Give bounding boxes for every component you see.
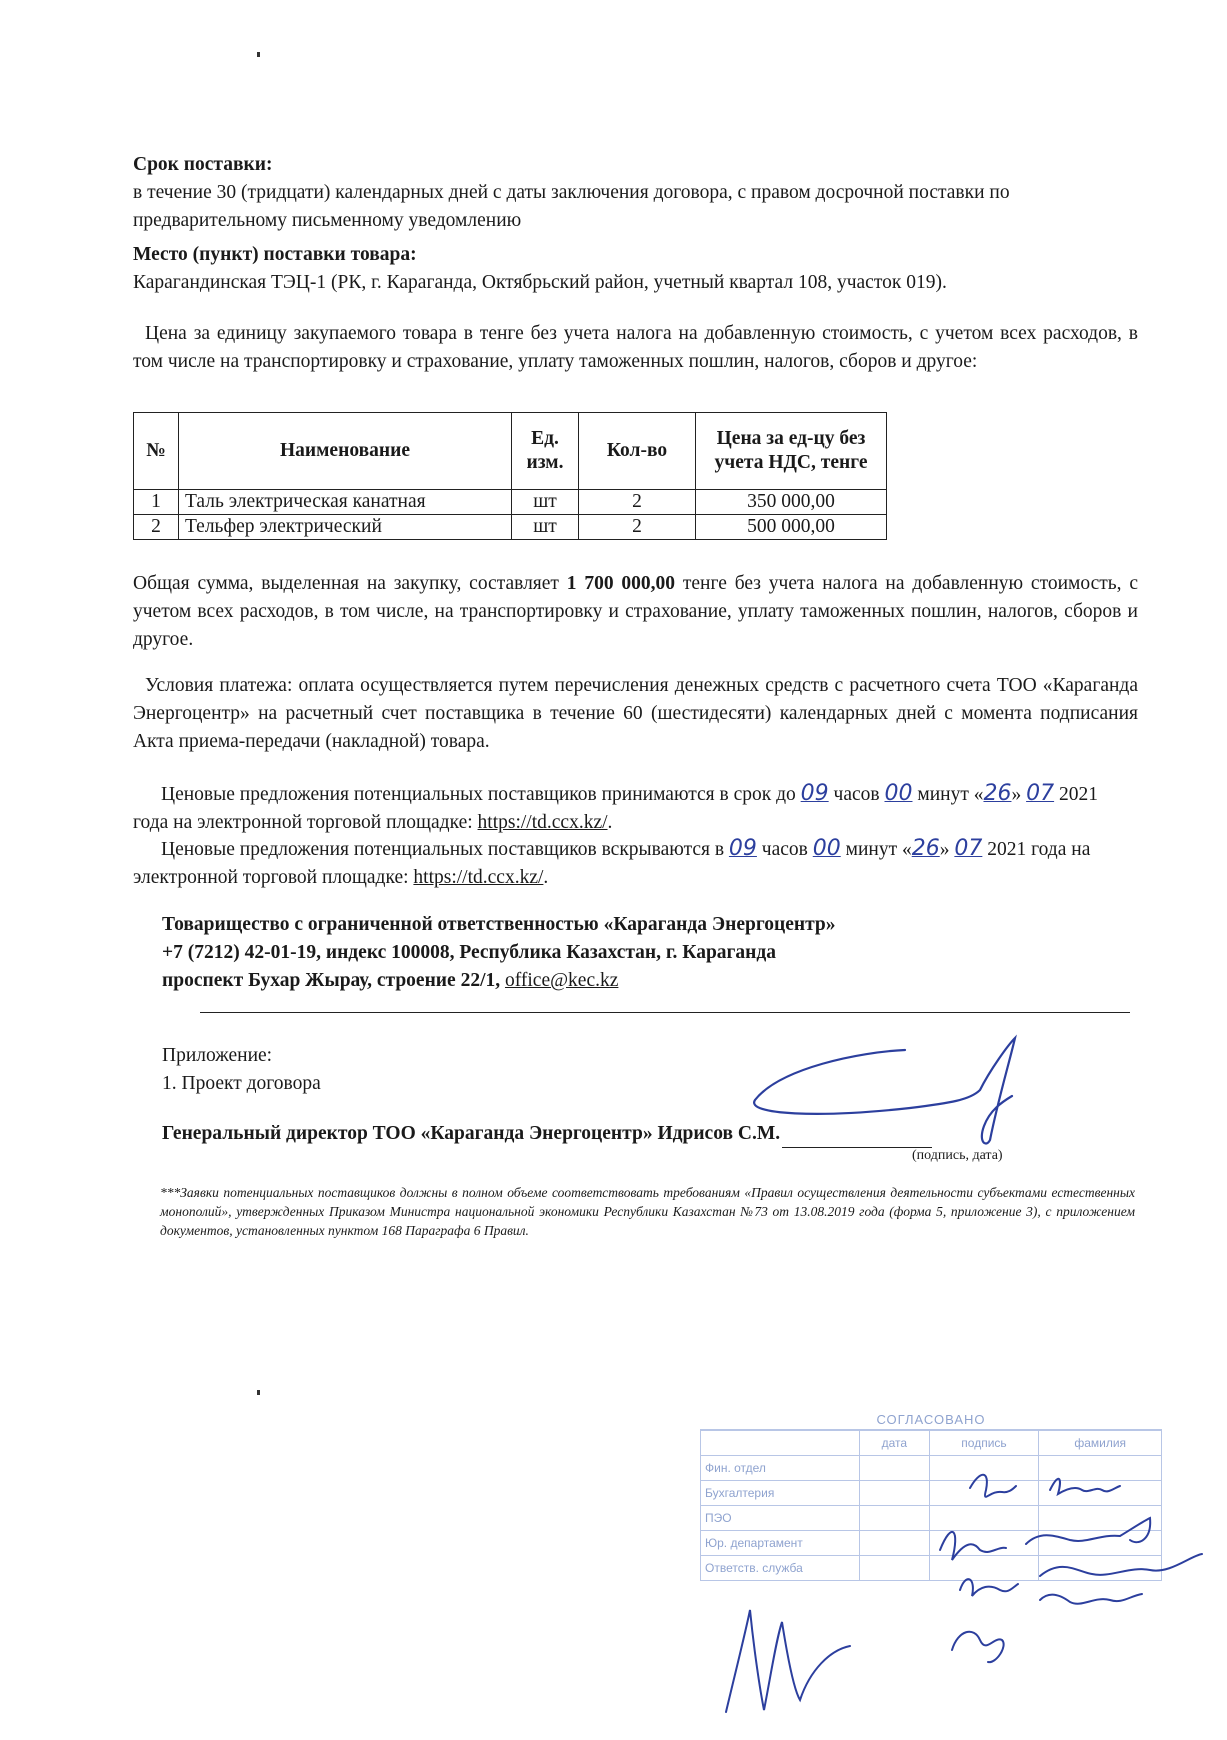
stamp-row-label: Фин. отдел xyxy=(701,1456,860,1481)
opening-text: часов xyxy=(756,839,813,860)
handwritten-day: 26 xyxy=(983,781,1012,806)
delivery-term-section xyxy=(133,151,1138,235)
attachment-label: Приложение: xyxy=(162,1045,273,1066)
signatory-text: Генеральный директор ТОО «Караганда Энергоцентр» Идрисов С.М. xyxy=(162,1123,781,1144)
table-row xyxy=(134,490,887,515)
stamp-title: СОГЛАСОВАНО xyxy=(700,1412,1162,1430)
acceptance-text: . xyxy=(607,812,613,833)
delivery-term-heading: Срок поставки: xyxy=(133,154,273,175)
col-name-header: Наименование xyxy=(179,413,512,490)
row-price: 350 000,00 xyxy=(696,490,887,515)
table-row xyxy=(134,515,887,540)
stamp-row-label: ПЭО xyxy=(701,1506,860,1531)
acceptance-paragraph xyxy=(133,780,1138,837)
handwritten-month: 07 xyxy=(954,836,983,861)
handwritten-hour: 09 xyxy=(800,781,829,806)
total-text-before: Общая сумма, выделенная на закупку, составляет xyxy=(133,573,567,594)
footnote: ***Заявки потенциальных поставщиков должны в полном объеме соответствовать требованиям «Правил осуществления деятельности субъектами естественных монополий», утвержденных Приказом Министра национальной экономики Республики Казахстан №73 от 13.08.2019 года (форма 5, приложение 3), с приложением документов, установленных пунктом 168 Параграфа 6 Правил. xyxy=(160,1185,1135,1238)
total-text-after: тенге без учета налога на добавленную стоимость, с учетом всех расходов, в том числе, на транспортировку и страхование, уплату таможенных пошлин, налогов, сборов и другое. xyxy=(133,573,1139,650)
delivery-place-section xyxy=(133,241,1138,297)
stamp-row-label: Юр. департамент xyxy=(701,1531,860,1556)
attachment-item: 1. Проект договора xyxy=(162,1073,321,1094)
handwritten-minute: 00 xyxy=(812,836,841,861)
handwritten-hour: 09 xyxy=(728,836,757,861)
handwritten-month: 07 xyxy=(1026,781,1055,806)
price-intro: Цена за единицу закупаемого товара в тенге без учета налога на добавленную стоимость, с учетом всех расходов, в том числе на транспортировку и страхование, уплату таможенных пошлин, налогов, сборов и другое: xyxy=(133,323,1138,372)
company-contacts: +7 (7212) 42-01-19, индекс 100008, Республика Казахстан, г. Караганда xyxy=(162,942,776,963)
col-unit-header: Ед. изм. xyxy=(512,413,579,490)
opening-text: 2021 года на электронной торговой площадке: xyxy=(133,839,1091,888)
acceptance-text: Ценовые предложения потенциальных поставщиков принимаются в срок до xyxy=(161,784,801,805)
opening-text: Ценовые предложения потенциальных поставщиков вскрываются в xyxy=(161,839,729,860)
company-name: Товарищество с ограниченной ответственностью «Караганда Энергоцентр» xyxy=(162,914,836,935)
row-name: Тельфер электрический xyxy=(179,515,512,540)
approval-signatures xyxy=(690,1450,1210,1730)
platform-link[interactable]: https://td.ccx.kz/ xyxy=(477,812,608,833)
acceptance-text: часов xyxy=(828,784,885,805)
opening-text: » xyxy=(939,839,955,860)
row-qty: 2 xyxy=(579,515,696,540)
signature-line xyxy=(782,1125,932,1148)
platform-link[interactable]: https://td.ccx.kz/ xyxy=(413,867,544,888)
col-number-header: № xyxy=(134,413,179,490)
delivery-term-text: в течение 30 (тридцати) календарных дней с даты заключения договора, с правом досрочной поставки по предварительному письменному уведомлению xyxy=(133,182,1010,231)
row-name: Таль электрическая канатная xyxy=(179,490,512,515)
opening-paragraph xyxy=(133,835,1138,892)
opening-text: минут « xyxy=(840,839,912,860)
company-details xyxy=(162,911,1122,995)
stamp-col-header: фамилия xyxy=(1039,1431,1162,1456)
company-email-link[interactable]: office@kec.kz xyxy=(504,970,619,991)
row-unit: шт xyxy=(512,515,579,540)
total-paragraph xyxy=(133,570,1138,654)
row-price: 500 000,00 xyxy=(696,515,887,540)
handwritten-day: 26 xyxy=(911,836,940,861)
col-qty-header: Кол-во xyxy=(579,413,696,490)
scan-speck xyxy=(257,1390,260,1395)
signatory-line xyxy=(162,1120,1062,1148)
goods-table xyxy=(133,412,887,540)
row-qty: 2 xyxy=(579,490,696,515)
stamp-row-label: Бухгалтерия xyxy=(701,1481,860,1506)
acceptance-text: минут « xyxy=(912,784,984,805)
divider xyxy=(200,1012,1130,1013)
scan-speck xyxy=(257,52,260,57)
acceptance-text: 2021 года на электронной торговой площадке: xyxy=(133,784,1098,833)
total-amount: 1 700 000,00 xyxy=(566,573,676,594)
signature-caption: (подпись, дата) xyxy=(912,1148,1003,1163)
stamp-col-header: подпись xyxy=(929,1431,1039,1456)
delivery-place-heading: Место (пункт) поставки товара: xyxy=(133,244,417,265)
payment-terms: Условия платежа: оплата осуществляется путем перечисления денежных средств с расчетного счета ТОО «Караганда Энергоцентр» на расчетный счет поставщика в течение 60 (шестидесяти) календарных дней с момента подписания Акта приема-передачи (накладной) товара. xyxy=(133,675,1138,752)
handwritten-minute: 00 xyxy=(884,781,913,806)
delivery-place-text: Карагандинская ТЭЦ-1 (РК, г. Караганда, Октябрьский район, учетный квартал 108, участок 019). xyxy=(133,272,947,293)
acceptance-text: » xyxy=(1011,784,1027,805)
table-header-row xyxy=(134,413,887,490)
company-address: проспект Бухар Жырау, строение 22/1, xyxy=(162,970,505,991)
col-price-header: Цена за ед-цу без учета НДС, тенге xyxy=(696,413,887,490)
stamp-col-header: дата xyxy=(860,1431,930,1456)
stamp-row-label: Ответств. служба xyxy=(701,1556,860,1581)
row-unit: шт xyxy=(512,490,579,515)
row-number: 2 xyxy=(134,515,179,540)
opening-text: . xyxy=(543,867,549,888)
row-number: 1 xyxy=(134,490,179,515)
